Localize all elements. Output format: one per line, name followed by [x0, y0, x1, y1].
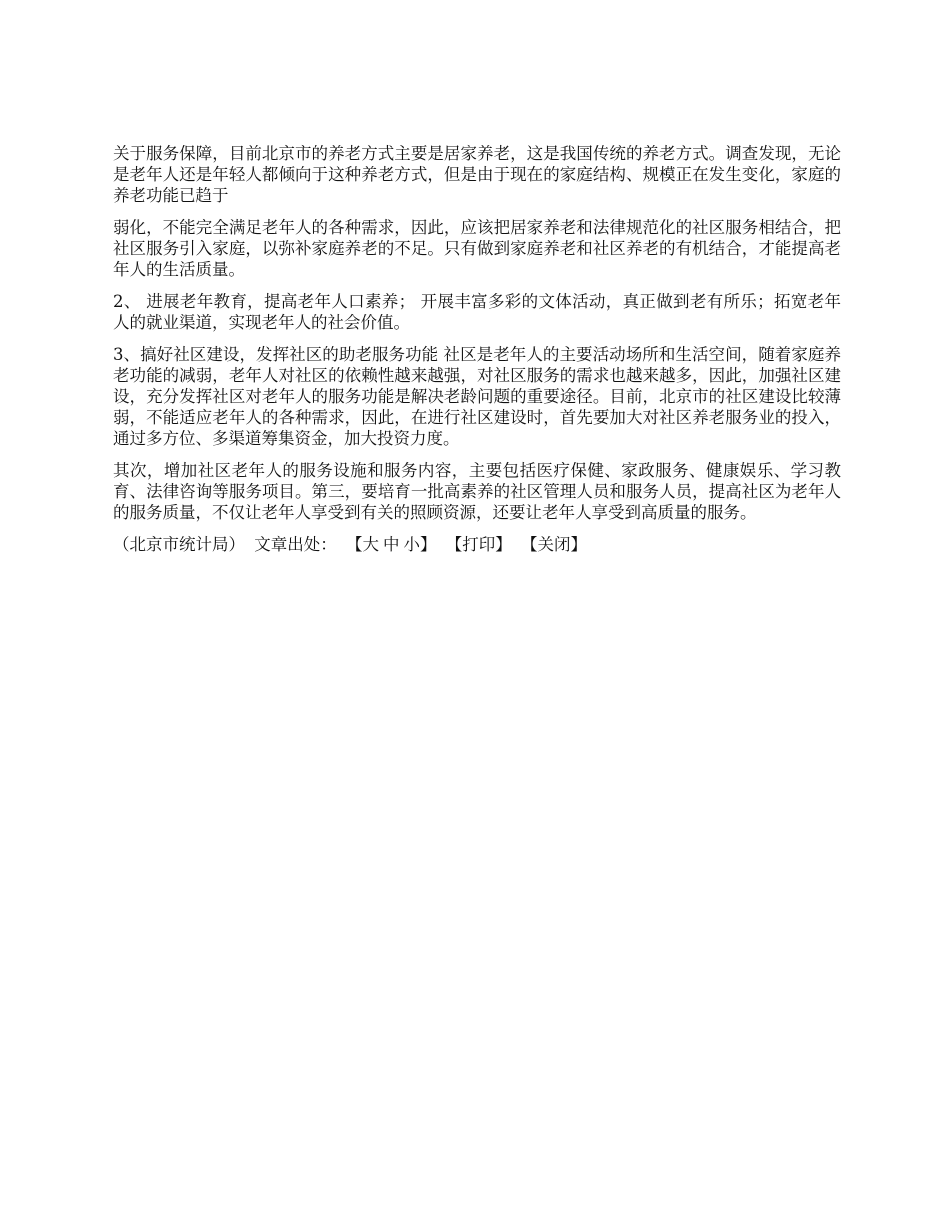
print-link[interactable]: 【打印】 [445, 535, 512, 554]
font-size-large-link[interactable]: 大 [362, 535, 379, 554]
font-size-bracket-close: 】 [420, 535, 437, 554]
article-footer [113, 534, 841, 555]
paragraph-3: 2、 进展老年教育，提高老年人口素养； 开展丰富多彩的文体活动，真正做到老有所乐；拓宽老年人的就业渠道，实现老年人的社会价值。 [113, 292, 841, 332]
article-body [113, 143, 841, 555]
font-size-bracket-open: 【 [346, 535, 363, 554]
article-source: （北京市统计局） [113, 535, 245, 554]
font-size-small-link[interactable]: 小 [403, 535, 420, 554]
paragraph-2: 弱化，不能完全满足老年人的各种需求，因此，应该把居家养老和法律规范化的社区服务相结合，把社区服务引入家庭，以弥补家庭养老的不足。只有做到家庭养老和社区养老的有机结合，才能提高老年人的生活质量。 [113, 218, 841, 279]
paragraph-5: 其次，增加社区老年人的服务设施和服务内容，主要包括医疗保健、家政服务、健康娱乐、学习教育、法律咨询等服务项目。第三，要培育一批高素养的社区管理人员和服务人员，提高社区为老年人的服务质量，不仅让老年人享受到有关的照顾资源，还要让老年人享受到高质量的服务。 [113, 461, 841, 522]
paragraph-4: 3、搞好社区建设，发挥社区的助老服务功能 社区是老年人的主要活动场所和生活空间，随着家庭养老功能的减弱，老年人对社区的依赖性越来越强，对社区服务的需求也越来越多，因此，加强社区建设，充分发挥社区对老年人的服务功能是解决老龄问题的重要途径。目前，北京市的社区建设比较薄弱，不能适应老年人的各种需求，因此，在进行社区建设时，首先要加大对社区养老服务业的投入，通过多方位、多渠道筹集资金，加大投资力度。 [113, 345, 841, 448]
article-source-label: 文章出处： [254, 535, 337, 554]
font-size-control [346, 535, 437, 554]
font-size-medium-link[interactable]: 中 [383, 535, 400, 554]
paragraph-1: 关于服务保障，目前北京市的养老方式主要是居家养老，这是我国传统的养老方式。调查发现，无论是老年人还是年轻人都倾向于这种养老方式，但是由于现在的家庭结构、规模正在发生变化，家庭的养老功能已趋于 [113, 144, 841, 205]
close-link[interactable]: 【关闭】 [521, 535, 587, 554]
